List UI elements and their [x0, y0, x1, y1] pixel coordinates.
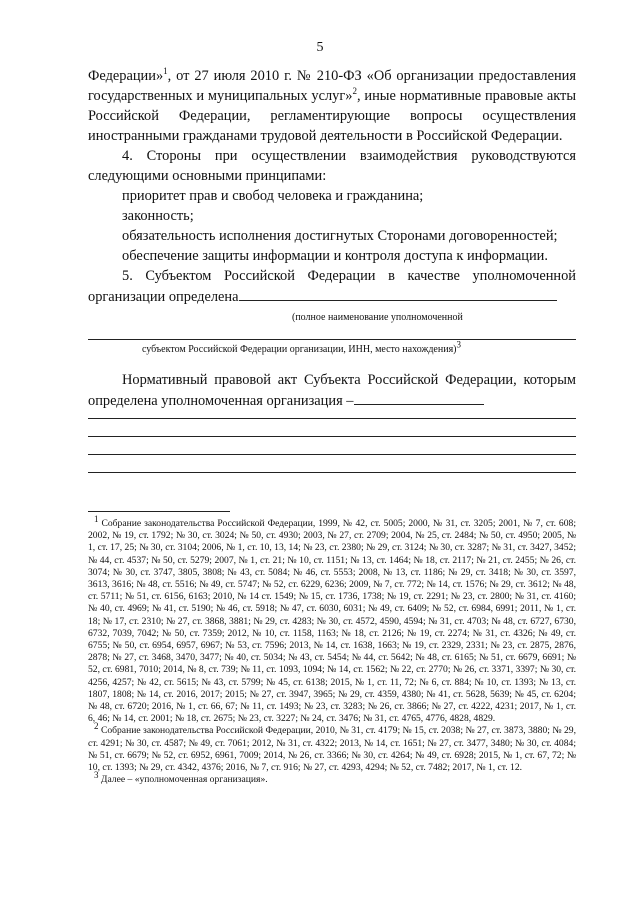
act-blank-line-5	[88, 472, 576, 473]
principle-obligation: обязательность исполнения достигнутых Сторонами договоренностей;	[122, 228, 558, 244]
page-number: 5	[316, 40, 324, 55]
footnote-2-text: Собрание законодательства Российской Федерации, 2010, № 31, ст. 4179; № 15, ст. 2038; № 27, ст. 3873, 3880; № 29, ст. 4291; № 30, ст. 4587; № 49, ст. 7061; 2012, № 31, ст. 4322; 2013, № 14, ст. 1651; № 27, ст. 3477, 3480; № 30, ст. 4084; № 51, ст. 6679; № 52, ст. 6952, 6961, 7009; 2014, № 26, ст. 3366; № 30, ст. 4264; № 49, ст. 6928; 2015, № 1, ст. 67, 72; № 10, ст. 1393; № 29, ст. 4342, 4376; 2016, № 7, ст. 916; № 27, ст. 4293, 4294; № 52, ст. 7482; 2017, № 1, ст. 12.	[88, 725, 576, 774]
footnote-3-mark: 3	[94, 770, 99, 781]
principle-legality: законность;	[122, 208, 194, 224]
act-blank-line-2	[88, 418, 576, 419]
caption-inn-location-text: субъектом Российской Федерации организации, ИНН, место нахождения)	[142, 344, 457, 355]
principle-protection: обеспечение защиты информации и контроля доступа к информации.	[122, 248, 548, 264]
paragraph-principles: 4. Стороны при осуществлении взаимодействия руководствуются следующими основными принципами:	[88, 148, 576, 184]
paragraph-organization	[88, 266, 576, 307]
footnotes	[88, 513, 576, 786]
principle-priority: приоритет прав и свобод человека и гражданина;	[122, 188, 424, 204]
footnote-ref-2: 2	[352, 86, 357, 97]
caption-inn-location	[142, 339, 462, 356]
footnote-2	[88, 721, 576, 774]
body-text	[88, 66, 576, 307]
paragraph-laws-part1: Федерации»	[88, 68, 164, 84]
footnote-1-text: Собрание законодательства Российской Федерации, 1999, № 42, ст. 5005; 2000, № 31, ст. 3205; 2001, № 7, ст. 608; 2002, № 19, ст. 1792; № 30, ст. 3024; № 50, ст. 4930; 2003, № 27, ст. 2709; 2004, № 25, ст. 2484; № 50, ст. 4950; 2005, № 1, ст. 17, 25; № 30, ст. 3104; 2006, № 1, ст. 10, 13, 14; № 23, ст. 2380; № 29, ст. 3124; № 30, ст. 3287; № 31, ст. 3427, 3452; № 44, ст. 4537; № 50, ст. 5279; 2007, № 1, ст. 21; № 10, ст. 1151; № 13, ст. 1464; № 18, ст. 2117; № 21, ст. 2455; № 26, ст. 3074; № 30, ст. 3747, 3805, 3808; № 43, ст. 5084; № 46, ст. 5553; 2008, № 13, ст. 1186; № 29, ст. 3418; № 30, ст. 3597, 3613, 3616; № 48, ст. 5516; № 49, ст. 5747; № 52, ст. 6229, 6236; 2009, № 7, ст. 772; № 14, ст. 1576; № 29, ст. 3612; № 48, ст. 5711; № 51, ст. 6156, 6163; 2010, № 14 ст. 1549; № 15, ст. 1736, 1738; № 19, ст. 2291; № 23, ст. 2800; № 31, ст. 4160; № 40, ст. 4969; № 41, ст. 5190; № 46, ст. 5918; № 47, ст. 6030, 6031; № 49, ст. 6409; № 52, ст. 6984, 6991; 2011, № 1, ст. 18; № 17, ст. 2310; № 27, ст. 3868, 3881; № 29, ст. 4283; № 30, ст. 4572, 4590, 4594; № 31, ст. 4703; № 48, ст. 6727, 6730, 6732, 7039, 7042; № 50, ст. 7359; 2012, № 10, ст. 1158, 1163; № 18, ст. 2126; № 19, ст. 2274; № 31, ст. 4326; № 49, ст. 6755; № 50, ст. 6954, 6957, 6967; № 53, ст. 7596; 2013, № 14, ст. 1638, 1663; № 19, ст. 2329, 2331; № 23, ст. 2875, 2876, 2878; № 27, ст. 3468, 3470, 3477; № 40, ст. 5034; № 43, ст. 5454; № 44, ст. 5642; № 48, ст. 6165; № 51, ст. 6679, 6691; № 52, ст. 6981, 7010; 2014, № 8, ст. 739; № 11, ст. 1093, 1094; № 14, ст. 1562; № 22, ст. 2770; № 26, ст. 3371, 3397; № 30, ст. 4256, 4257; № 42, ст. 5615; № 43, ст. 5799; № 45, ст. 6138; 2015, № 1, ст. 11, 72; № 6, ст. 884; № 10, ст. 1393; № 13, ст. 1807, 1808; № 14, ст. 2016, 2017; 2015; № 27, ст. 3947, 3965; № 29, ст. 4359, 4380; № 41, ст. 5628, 5639; № 45, ст. 6204; № 48, ст. 6720; 2016, № 1, ст. 66, 67; № 11, ст. 1493; № 23, ст. 3283; № 26, ст. 3866; № 27, ст. 4222, 4231; 2017, № 1, ст. 6, 46; № 14, ст. 2001; № 18, ст. 2675; № 23, ст. 3227; № 24, ст. 3476; № 31, ст. 4765, 4776, 4828, 4829.	[88, 518, 576, 725]
footnote-2-mark: 2	[94, 721, 99, 732]
act-section	[88, 370, 576, 411]
act-blank-line-4	[88, 454, 576, 455]
organization-blank-line-2	[88, 339, 576, 340]
organization-blank-line	[239, 286, 557, 301]
footnote-ref-3: 3	[456, 339, 462, 350]
paragraph-laws-part2: , от 27 июля 2010 г. № 210-ФЗ «Об организации предоставления государственных и муниципальных услуг»	[88, 68, 576, 104]
paragraph-laws	[88, 66, 576, 146]
caption-full-name: (полное наименование уполномоченной	[292, 312, 463, 323]
act-blank-line	[354, 390, 484, 405]
paragraph-laws-part3: , иные нормативные правовые акты Российской Федерации, регламентирующие вопросы осуществления иностранными гражданами трудовой деятельности в Российской Федерации.	[88, 88, 576, 144]
footnote-3-text: Далее – «уполномоченная организация».	[100, 774, 268, 786]
footnote-1-mark: 1	[94, 513, 99, 524]
footnote-1	[88, 513, 576, 725]
footnote-3	[88, 770, 576, 786]
paragraph-normative-act	[88, 370, 576, 411]
act-blank-line-3	[88, 436, 576, 437]
footnote-separator	[88, 511, 230, 512]
paragraph-normative-act-text: Нормативный правовой акт Субъекта Российской Федерации, которым определена уполномоченная организация –	[88, 372, 576, 409]
footnote-ref-1: 1	[163, 66, 168, 77]
paragraph-organization-text: 5. Субъектом Российской Федерации в качестве уполномоченной организации определена	[88, 268, 576, 305]
